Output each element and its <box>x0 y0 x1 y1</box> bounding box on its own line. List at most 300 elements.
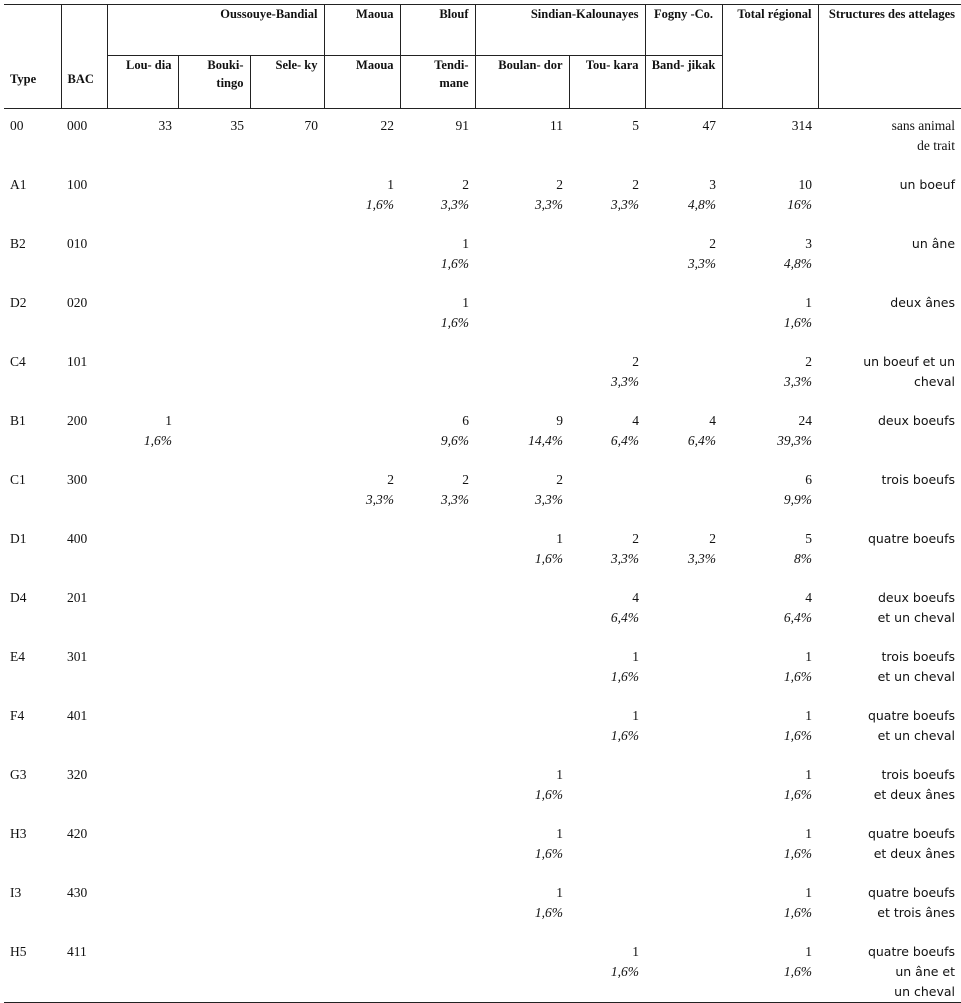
cell-toukara-percent: 6,4% <box>610 610 640 625</box>
cell-total-percent: 1,6% <box>783 728 813 743</box>
cell-total-count: 6 <box>805 472 813 487</box>
table-row <box>4 640 961 699</box>
structure-line: un âne et <box>895 964 956 979</box>
cell-tendimane <box>400 935 475 1003</box>
cell-tendimane <box>400 640 475 699</box>
cell-bandjikak-count: 2 <box>709 236 717 251</box>
cell-maoua <box>324 640 400 699</box>
cell-toukara <box>569 699 645 758</box>
structure-line: trois boeufs <box>881 767 956 782</box>
cell-selecky <box>250 758 324 817</box>
cell-boulandor-percent: 1,6% <box>534 905 564 920</box>
cell-type: D2 <box>10 295 27 310</box>
cell-tendimane-count: 6 <box>462 413 470 428</box>
cell-total-percent: 1,6% <box>783 787 813 802</box>
cell-total-count: 314 <box>791 118 813 133</box>
cell-selecky <box>250 876 324 935</box>
cell-boulandor <box>475 227 569 286</box>
cell-structure-description <box>818 463 961 522</box>
cell-boulandor <box>475 168 569 227</box>
table-row <box>4 758 961 817</box>
cell-boulandor-count: 2 <box>556 177 564 192</box>
structure-line: deux boeufs <box>877 590 956 605</box>
cell-total <box>722 168 818 227</box>
cell-bandjikak <box>645 817 722 876</box>
structure-line: et un cheval <box>877 669 956 684</box>
cell-bandjikak <box>645 345 722 404</box>
col-type-header: Type <box>4 5 61 109</box>
sub-boulandor: Boulan- dor <box>475 56 569 109</box>
cell-loudia <box>107 463 178 522</box>
cell-tendimane <box>400 758 475 817</box>
cell-tendimane <box>400 522 475 581</box>
cell-loudia <box>107 876 178 935</box>
cell-structure-description <box>818 817 961 876</box>
cell-total-count: 10 <box>798 177 813 192</box>
cell-loudia <box>107 758 178 817</box>
cell-tendimane-percent: 1,6% <box>440 256 470 271</box>
cell-total <box>722 758 818 817</box>
cell-maoua <box>324 168 400 227</box>
table-row <box>4 286 961 345</box>
cell-toukara <box>569 168 645 227</box>
cell-maoua-percent: 1,6% <box>365 197 395 212</box>
structure-line: un boeuf et un <box>863 354 956 369</box>
cell-total-count: 24 <box>798 413 813 428</box>
cell-total <box>722 404 818 463</box>
table-row <box>4 876 961 935</box>
structure-line: quatre boeufs <box>867 885 956 900</box>
cell-maoua <box>324 286 400 345</box>
cell-bandjikak <box>645 463 722 522</box>
cell-total <box>722 817 818 876</box>
sub-tendimane: Tendi- mane <box>400 56 475 109</box>
cell-selecky <box>250 168 324 227</box>
cell-maoua <box>324 876 400 935</box>
cell-boukitingo <box>178 699 250 758</box>
cell-structure-description <box>818 581 961 640</box>
cell-bac: 420 <box>67 826 88 841</box>
table-row <box>4 522 961 581</box>
cell-total <box>722 876 818 935</box>
cell-total-count: 5 <box>805 531 813 546</box>
cell-total <box>722 581 818 640</box>
cell-boukitingo <box>178 876 250 935</box>
cell-type: A1 <box>10 177 27 192</box>
cell-bandjikak <box>645 404 722 463</box>
structure-line: quatre boeufs <box>867 708 956 723</box>
cell-total-percent: 6,4% <box>783 610 813 625</box>
table-row <box>4 699 961 758</box>
cell-toukara-count: 1 <box>632 708 640 723</box>
table-row <box>4 817 961 876</box>
cell-total-percent: 8% <box>794 551 813 566</box>
cell-tendimane <box>400 345 475 404</box>
cell-boulandor <box>475 817 569 876</box>
structure-line: sans animal <box>891 118 956 133</box>
cell-boukitingo <box>178 817 250 876</box>
table-row <box>4 227 961 286</box>
cell-bac: 411 <box>61 935 107 1003</box>
structure-line: quatre boeufs <box>867 944 956 959</box>
cell-loudia <box>107 640 178 699</box>
cell-boukitingo <box>178 168 250 227</box>
cell-boulandor-percent: 3,3% <box>534 492 564 507</box>
cell-maoua <box>324 522 400 581</box>
cell-structure-description <box>818 227 961 286</box>
cell-loudia <box>107 817 178 876</box>
cell-selecky <box>250 581 324 640</box>
cell-toukara <box>569 640 645 699</box>
cell-bac: 020 <box>67 295 88 310</box>
cell-type: D1 <box>10 531 27 546</box>
cell-boulandor <box>475 699 569 758</box>
cell-tendimane <box>400 404 475 463</box>
cell-bac: 401 <box>67 708 88 723</box>
cell-toukara <box>569 935 645 1003</box>
cell-selecky <box>250 345 324 404</box>
cell-bac: 201 <box>67 590 88 605</box>
cell-loudia <box>107 109 178 169</box>
structure-line: et deux ânes <box>873 846 956 861</box>
cell-type: F4 <box>10 708 25 723</box>
sub-boukitingo: Bouki- tingo <box>178 56 250 109</box>
cell-boulandor-count: 1 <box>556 531 564 546</box>
cell-structure-description <box>818 876 961 935</box>
cell-selecky <box>250 817 324 876</box>
cell-boukitingo <box>178 463 250 522</box>
cell-boukitingo <box>178 935 250 1003</box>
cell-tendimane <box>400 699 475 758</box>
group-fogny: Fogny -Co. <box>645 5 722 56</box>
cell-total-percent: 1,6% <box>783 315 813 330</box>
cell-maoua <box>324 227 400 286</box>
cell-loudia-count: 33 <box>158 118 172 133</box>
cell-bandjikak <box>645 168 722 227</box>
cell-boukitingo <box>178 522 250 581</box>
sub-maoua: Maoua <box>324 56 400 109</box>
cell-boulandor-percent: 1,6% <box>534 551 564 566</box>
cell-boulandor <box>475 522 569 581</box>
attelage-table <box>4 4 961 1003</box>
cell-total-count: 3 <box>805 236 813 251</box>
cell-maoua-count: 1 <box>387 177 395 192</box>
cell-selecky <box>250 935 324 1003</box>
cell-bandjikak <box>645 109 722 169</box>
group-blouf: Blouf <box>400 5 475 56</box>
cell-total <box>722 286 818 345</box>
sub-selecky: Sele- ky <box>250 56 324 109</box>
cell-maoua-count: 22 <box>380 118 395 133</box>
cell-boukitingo <box>178 581 250 640</box>
cell-boulandor <box>475 876 569 935</box>
cell-total <box>722 640 818 699</box>
cell-bandjikak <box>645 758 722 817</box>
cell-total-percent: 1,6% <box>783 669 813 684</box>
cell-bandjikak <box>645 581 722 640</box>
cell-maoua <box>324 345 400 404</box>
cell-tendimane-percent: 3,3% <box>440 492 470 507</box>
cell-selecky <box>250 640 324 699</box>
cell-total <box>722 227 818 286</box>
cell-type: B1 <box>10 413 26 428</box>
cell-toukara-percent: 3,3% <box>610 374 640 389</box>
cell-boulandor <box>475 463 569 522</box>
cell-tendimane <box>400 109 475 169</box>
cell-boulandor-count: 2 <box>556 472 564 487</box>
cell-tendimane <box>400 876 475 935</box>
cell-toukara-percent: 3,3% <box>610 197 640 212</box>
cell-total-count: 1 <box>805 708 813 723</box>
cell-total <box>722 109 818 169</box>
cell-boulandor-count: 11 <box>550 118 564 133</box>
cell-bac: 200 <box>67 413 88 428</box>
structure-line: trois boeufs <box>881 472 956 487</box>
cell-toukara-count: 2 <box>632 354 640 369</box>
group-oussouye-bandial: Oussouye-Bandial <box>107 5 324 56</box>
cell-boulandor <box>475 581 569 640</box>
table-row <box>4 463 961 522</box>
cell-loudia <box>107 581 178 640</box>
cell-structure-description <box>818 286 961 345</box>
cell-toukara-percent: 3,3% <box>610 551 640 566</box>
cell-type: C4 <box>10 354 26 369</box>
structure-line: et deux ânes <box>873 787 956 802</box>
structure-line: un âne <box>911 236 956 251</box>
cell-total-percent: 9,9% <box>783 492 813 507</box>
cell-type: C1 <box>10 472 26 487</box>
cell-tendimane-percent: 3,3% <box>440 197 470 212</box>
cell-total-percent: 3,3% <box>783 374 813 389</box>
cell-toukara-count: 1 <box>632 944 640 959</box>
cell-bandjikak-count: 3 <box>709 177 717 192</box>
cell-boulandor <box>475 286 569 345</box>
cell-toukara-count: 2 <box>632 177 640 192</box>
cell-toukara <box>569 581 645 640</box>
structure-line: trois boeufs <box>881 649 956 664</box>
cell-structure-description <box>818 404 961 463</box>
sub-bandjikak: Band- jikak <box>645 56 722 109</box>
cell-maoua <box>324 404 400 463</box>
cell-boukitingo <box>178 227 250 286</box>
structure-line: un boeuf <box>899 177 956 192</box>
cell-bandjikak <box>645 640 722 699</box>
cell-boulandor-percent: 14,4% <box>528 433 564 448</box>
group-maoua: Maoua <box>324 5 400 56</box>
cell-tendimane-count: 1 <box>462 295 470 310</box>
cell-selecky <box>250 227 324 286</box>
structure-line: et trois ânes <box>877 905 956 920</box>
sub-toukara: Tou- kara <box>569 56 645 109</box>
cell-structure-description <box>818 699 961 758</box>
structure-line: cheval <box>914 374 956 389</box>
cell-total <box>722 522 818 581</box>
group-total-regional: Total régional <box>722 5 818 109</box>
table-row <box>4 935 961 1003</box>
cell-total-count: 1 <box>805 885 813 900</box>
cell-maoua-count: 2 <box>387 472 395 487</box>
cell-loudia <box>107 699 178 758</box>
cell-bandjikak-percent: 6,4% <box>687 433 717 448</box>
cell-bandjikak-count: 2 <box>709 531 717 546</box>
cell-total-percent: 16% <box>787 197 813 212</box>
cell-total-percent: 4,8% <box>783 256 813 271</box>
table-body <box>4 109 961 1003</box>
cell-type: B2 <box>10 236 26 251</box>
cell-total-percent: 1,6% <box>783 964 813 979</box>
cell-loudia <box>107 522 178 581</box>
cell-tendimane-count: 91 <box>455 118 470 133</box>
cell-toukara-count: 5 <box>632 118 640 133</box>
cell-boulandor-percent: 3,3% <box>534 197 564 212</box>
cell-total-percent: 1,6% <box>783 846 813 861</box>
cell-loudia <box>107 345 178 404</box>
cell-tendimane <box>400 168 475 227</box>
cell-structure-description <box>818 109 961 169</box>
cell-bandjikak-percent: 4,8% <box>687 197 717 212</box>
cell-type: 00 <box>10 118 24 133</box>
cell-toukara <box>569 345 645 404</box>
cell-toukara <box>569 463 645 522</box>
cell-toukara-percent: 1,6% <box>610 964 640 979</box>
cell-total-count: 4 <box>805 590 813 605</box>
cell-structure-description <box>818 522 961 581</box>
cell-total-percent: 39,3% <box>777 433 813 448</box>
group-structures: Structures des attelages <box>818 5 961 109</box>
col-bac-header: BAC <box>61 5 107 109</box>
cell-total-count: 1 <box>805 649 813 664</box>
cell-boulandor <box>475 935 569 1003</box>
table-row <box>4 404 961 463</box>
cell-maoua <box>324 817 400 876</box>
structure-line: un cheval <box>894 984 956 999</box>
cell-total-count: 1 <box>805 767 813 782</box>
cell-toukara-count: 2 <box>632 531 640 546</box>
cell-bac: 320 <box>67 767 88 782</box>
table-row <box>4 345 961 404</box>
cell-bandjikak <box>645 935 722 1003</box>
cell-boulandor-count: 9 <box>556 413 564 428</box>
structure-line: deux boeufs <box>877 413 956 428</box>
cell-tendimane <box>400 817 475 876</box>
cell-toukara <box>569 286 645 345</box>
cell-loudia-percent: 1,6% <box>143 433 172 448</box>
cell-type: G3 <box>10 767 27 782</box>
cell-total <box>722 463 818 522</box>
cell-total <box>722 345 818 404</box>
cell-boulandor <box>475 758 569 817</box>
cell-boulandor-percent: 1,6% <box>534 787 564 802</box>
cell-bandjikak-count: 47 <box>702 118 717 133</box>
cell-toukara <box>569 758 645 817</box>
cell-toukara <box>569 227 645 286</box>
cell-loudia <box>107 227 178 286</box>
cell-total-count: 1 <box>805 944 813 959</box>
cell-boukitingo <box>178 758 250 817</box>
table-row <box>4 109 961 169</box>
cell-maoua <box>324 581 400 640</box>
cell-boukitingo-count: 35 <box>230 118 244 133</box>
cell-tendimane-count: 2 <box>462 177 470 192</box>
cell-selecky <box>250 699 324 758</box>
cell-boulandor <box>475 109 569 169</box>
cell-toukara <box>569 404 645 463</box>
cell-toukara-percent: 6,4% <box>610 433 640 448</box>
cell-structure-description <box>818 640 961 699</box>
cell-toukara-percent: 1,6% <box>610 669 640 684</box>
cell-type: I3 <box>10 885 22 900</box>
cell-selecky <box>250 404 324 463</box>
cell-bac: 101 <box>67 354 88 369</box>
cell-bandjikak <box>645 699 722 758</box>
cell-bac: 430 <box>67 885 88 900</box>
cell-boulandor-percent: 1,6% <box>534 846 564 861</box>
cell-maoua <box>324 935 400 1003</box>
cell-maoua <box>324 463 400 522</box>
cell-bandjikak <box>645 522 722 581</box>
cell-maoua-percent: 3,3% <box>365 492 395 507</box>
cell-total-count: 1 <box>805 295 813 310</box>
cell-toukara-count: 4 <box>632 590 640 605</box>
cell-bac: 000 <box>67 118 88 133</box>
cell-boulandor-count: 1 <box>556 885 564 900</box>
cell-selecky <box>250 522 324 581</box>
cell-bandjikak-percent: 3,3% <box>687 551 717 566</box>
cell-bac: 301 <box>67 649 88 664</box>
table-row <box>4 581 961 640</box>
cell-boulandor <box>475 345 569 404</box>
cell-boukitingo <box>178 404 250 463</box>
cell-loudia <box>107 404 178 463</box>
structure-line: deux ânes <box>890 295 956 310</box>
cell-tendimane-percent: 1,6% <box>440 315 470 330</box>
cell-maoua <box>324 758 400 817</box>
cell-tendimane-count: 1 <box>462 236 470 251</box>
cell-structure-description <box>818 168 961 227</box>
cell-bandjikak-count: 4 <box>709 413 717 428</box>
cell-selecky-count: 70 <box>304 118 319 133</box>
cell-total <box>722 935 818 1003</box>
cell-structure-description <box>818 345 961 404</box>
group-sindian-kalounayes: Sindian-Kalounayes <box>475 5 645 56</box>
cell-maoua <box>324 109 400 169</box>
cell-toukara <box>569 109 645 169</box>
structure-line: quatre boeufs <box>867 826 956 841</box>
sub-loudia: Lou- dia <box>107 56 178 109</box>
cell-type: H3 <box>10 826 27 841</box>
cell-bac: 010 <box>67 236 88 251</box>
structure-line: quatre boeufs <box>867 531 956 546</box>
table-row <box>4 168 961 227</box>
cell-tendimane <box>400 286 475 345</box>
cell-loudia <box>107 935 178 1003</box>
cell-total-count: 2 <box>805 354 813 369</box>
cell-maoua <box>324 699 400 758</box>
cell-bandjikak <box>645 876 722 935</box>
cell-total <box>722 699 818 758</box>
cell-type: D4 <box>10 590 27 605</box>
cell-boukitingo <box>178 640 250 699</box>
cell-bandjikak <box>645 286 722 345</box>
cell-boulandor-count: 1 <box>556 826 564 841</box>
cell-boukitingo <box>178 286 250 345</box>
cell-loudia <box>107 286 178 345</box>
cell-loudia <box>107 168 178 227</box>
cell-toukara <box>569 876 645 935</box>
cell-bac: 400 <box>67 531 88 546</box>
cell-boulandor <box>475 640 569 699</box>
cell-total-count: 1 <box>805 826 813 841</box>
